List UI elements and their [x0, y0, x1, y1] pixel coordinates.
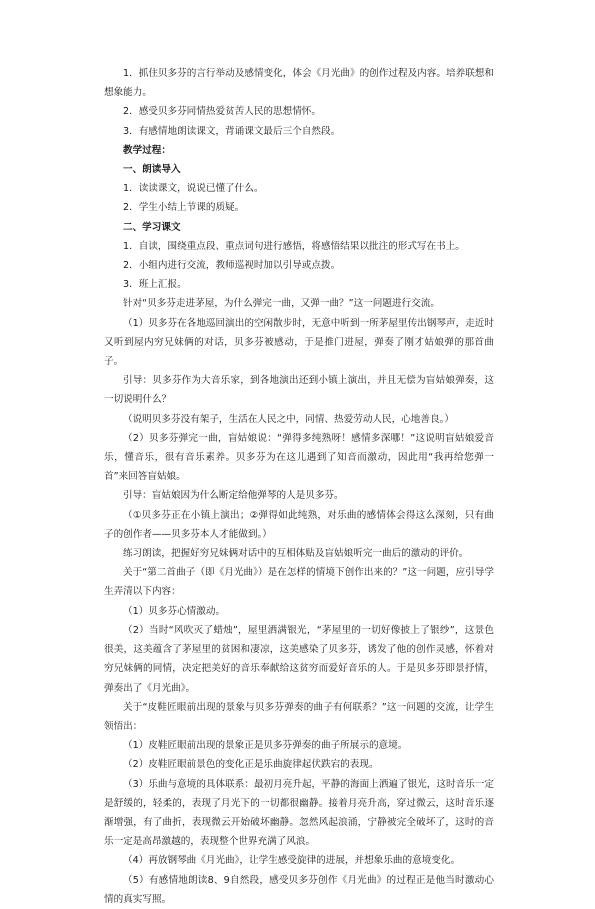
section2-heading: 二、学习课文	[123, 221, 181, 233]
body-paragraph: （①贝多芬正在小镇上演出；②弹得如此纯熟，对乐曲的感情体会得这么深刻，只有曲子的创作者——贝多芬本人才能做到。）	[104, 509, 494, 540]
body-paragraph: （2）当时“风吹灭了蜡烛”，屋里洒满银光，“茅屋里的一切好像披上了银纱”，这景色很美，这美蕴含了茅屋里的贫困和凄凉，这美感染了贝多芬，诱发了他的创作灵感，怀着对穷兄妹俩的同情，决定把美好的音乐奉献给这贫穷而爱好音乐的人。于是贝多芬即景抒情，弹奏出了《月光曲》。	[104, 624, 494, 694]
section2-item-1: 1．自读，围绕重点段、重点词句进行感悟，将感悟结果以批注的形式写在书上。	[123, 240, 465, 252]
section1-item-1: 1．读读课文，说说已懂了什么。	[123, 183, 264, 195]
body-paragraph: （1）贝多芬在各地巡回演出的空闲散步时，无意中听到一所茅屋里传出钢琴声，走近时又听到屋内穷兄妹俩的对话，贝多芬被感动，于是推门进屋，弹奏了刚才姑娘弹的那首曲子。	[104, 317, 494, 368]
body-paragraph: 关于“皮鞋匠眼前出现的景象与贝多芬弹奏的曲子有何联系？”这一问题的交流，让学生领悟出：	[104, 701, 494, 732]
objective-1: 1．抓住贝多芬的言行举动及感情变化，体会《月光曲》的创作过程及内容。培养联想和想象能力。	[104, 68, 494, 99]
section2-item-2: 2．小组内进行交流，教师巡视时加以引导或点拨。	[123, 260, 341, 272]
body-paragraph: （4）再放钢琴曲《月光曲》，让学生感受旋律的进展，并想象乐曲的意境变化。	[123, 855, 461, 867]
body-paragraph: （2）贝多芬弹完一曲，盲姑娘说：“弹得多纯熟呀！感情多深哪！”这说明盲姑娘爱音乐，懂音乐，很有音乐素养。贝多芬为在这儿遇到了知音而激动，因此用“我再给您弹一首”来回答盲姑娘。	[104, 432, 494, 483]
body-paragraph: 关于“第二首曲子（即《月光曲》）是在怎样的情境下创作出来的？”这一问题，应引导学生弄清以下内容：	[104, 567, 494, 598]
body-paragraph: 针对“贝多芬走进茅屋，为什么弹完一曲，又弹一曲？”这一问题进行交流。	[123, 298, 440, 310]
document-content	[104, 64, 494, 909]
objective-2: 2．感受贝多芬同情热爱贫苦人民的思想情怀。	[123, 106, 321, 118]
body-paragraph: （2）皮鞋匠眼前景色的变化正是乐曲旋律起伏跌宕的表现。	[123, 759, 379, 771]
body-paragraph: 引导：贝多芬作为大音乐家，到各地演出还到小镇上演出，并且无偿为盲姑娘弹奏，这一切说明什么？	[104, 375, 494, 406]
body-paragraph: 引导：盲姑娘因为什么断定给他弹琴的人是贝多芬。	[123, 490, 344, 502]
section1-heading: 一、朗读导入	[123, 164, 181, 176]
objective-3: 3．有感情地朗读课文，背诵课文最后三个自然段。	[123, 125, 341, 137]
section1-item-2: 2．学生小结上节课的质疑。	[123, 202, 245, 214]
body-paragraph: （说明贝多芬没有架子，生活在人民之中，同情、热爱劳动人民，心地善良。）	[123, 413, 454, 425]
body-paragraph: （1）皮鞋匠眼前出现的景象正是贝多芬弹奏的曲子所展示的意境。	[123, 740, 408, 752]
body-paragraph: 练习朗读，把握好穷兄妹俩对话中的互相体贴及盲姑娘听完一曲后的激动的评价。	[123, 548, 469, 560]
process-heading: 教学过程：	[123, 144, 171, 156]
body-paragraph: （5）有感情地朗读8、9自然段，感受贝多芬创作《月光曲》的过程正是他当时激动心情的真实写照。	[104, 874, 494, 905]
section2-item-3: 3．班上汇报。	[123, 279, 187, 291]
body-paragraph: （3）乐曲与意境的具体联系：最初月亮升起，平静的海面上洒遍了银光，这时音乐一定是舒缓的，轻柔的，表现了月光下的一切都很幽静。接着月亮升高，穿过微云，这时音乐逐渐增强，有了曲折，表现微云开始破坏幽静。忽然风起浪涌，宁静被完全破坏了，这时的音乐一定是高昂激越的，表现整个世界充满了风浪。	[104, 778, 494, 848]
body-paragraph: （1）贝多芬心情激动。	[123, 605, 226, 617]
